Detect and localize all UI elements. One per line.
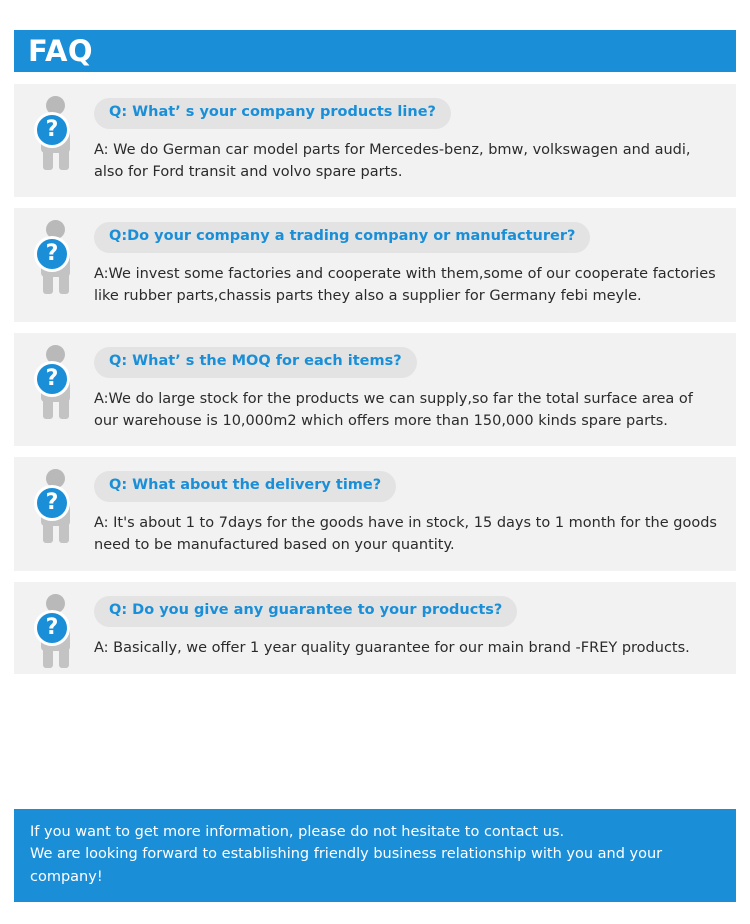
mascot-leg-left-icon — [43, 400, 53, 419]
faq-answer: A:We invest some factories and cooperate with them,some of our cooperate factories like rubber parts,chassis parts they also a supplier for Germany febi meyle. — [94, 266, 716, 305]
mascot-figure-icon — [32, 469, 82, 543]
mascot-leg-right-icon — [59, 400, 69, 419]
faq-list — [14, 84, 736, 674]
faq-item — [14, 84, 736, 197]
faq-item — [14, 333, 736, 446]
mascot-leg-left-icon — [43, 649, 53, 668]
mascot-figure-icon — [32, 345, 82, 419]
question-mark-icon: ? — [34, 610, 70, 646]
mascot-figure-icon — [32, 220, 82, 294]
faq-answer: A: It's about 1 to 7days for the goods have in stock, 15 days to 1 month for the goods need to be manufactured based on your quantity. — [94, 515, 717, 553]
mascot-figure-icon — [32, 594, 82, 668]
question-mark-icon: ? — [34, 112, 70, 148]
mascot-leg-right-icon — [59, 275, 69, 294]
faq-question: Q: What about the delivery time? — [94, 471, 396, 502]
mascot-figure-icon — [32, 96, 82, 170]
question-mark-icon: ? — [34, 361, 70, 397]
faq-item — [14, 208, 736, 321]
footer-line-2: We are looking forward to establishing friendly business relationship with you and your company! — [30, 846, 663, 885]
footer-line-1: If you want to get more information, please do not hesitate to contact us. — [30, 823, 565, 840]
faq-answer: A:We do large stock for the products we can supply,so far the total surface area of our warehouse is 10,000m2 which offers more than 150,000 kinds spare parts. — [94, 390, 693, 429]
mascot-leg-left-icon — [43, 275, 53, 294]
faq-answer: A: Basically, we offer 1 year quality guarantee for our main brand -FREY products. — [94, 639, 690, 656]
mascot-leg-left-icon — [43, 151, 53, 170]
faq-question: Q:Do your company a trading company or manufacturer? — [94, 222, 590, 253]
mascot-leg-left-icon — [43, 524, 53, 543]
faq-question: Q: Do you give any guarantee to your products? — [94, 596, 517, 627]
faq-item — [14, 457, 736, 570]
mascot-leg-right-icon — [59, 151, 69, 170]
faq-question: Q: What’ s the MOQ for each items? — [94, 347, 417, 378]
faq-page — [0, 30, 750, 924]
question-mark-icon: ? — [34, 485, 70, 521]
contact-footer — [14, 809, 736, 902]
mascot-leg-right-icon — [59, 524, 69, 543]
mascot-leg-right-icon — [59, 649, 69, 668]
question-mark-icon: ? — [34, 236, 70, 272]
faq-item — [14, 582, 736, 674]
faq-question: Q: What’ s your company products line? — [94, 98, 451, 129]
faq-header-bar — [14, 30, 736, 72]
faq-answer: A: We do German car model parts for Mercedes-benz, bmw, volkswagen and audi, also for Ford transit and volvo spare parts. — [94, 141, 691, 180]
page-title: FAQ — [28, 33, 94, 68]
